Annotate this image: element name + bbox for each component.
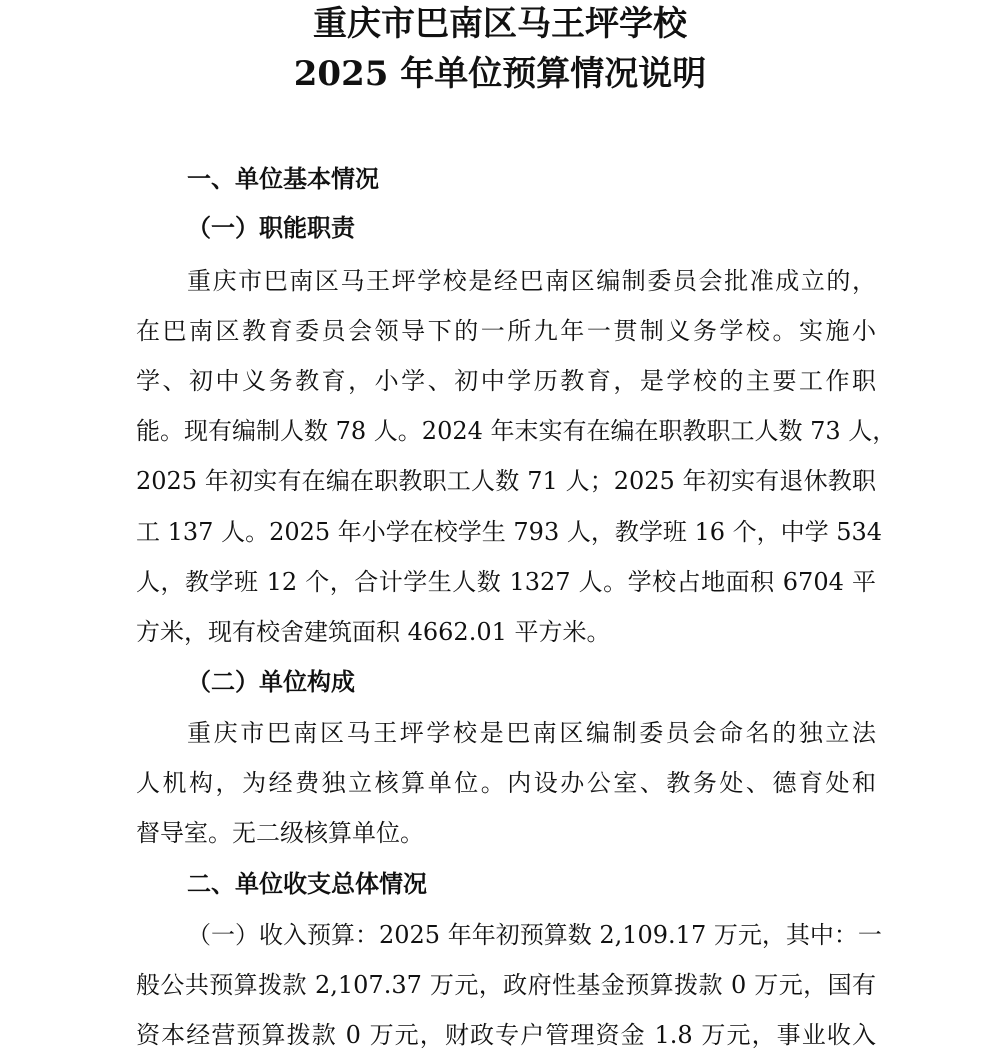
section-2-heading: 二、单位收支总体情况 bbox=[187, 869, 427, 898]
paragraph-line: 在巴南区教育委员会领导下的一所九年一贯制义务学校。实施小 bbox=[136, 317, 876, 345]
document-title-line-2: 2025 年单位预算情况说明 bbox=[293, 54, 707, 94]
paragraph-line: 学、初中义务教育，小学、初中学历教育，是学校的主要工作职 bbox=[136, 367, 876, 395]
paragraph-line: 方米，现有校舍建筑面积 4662.01 平方米。 bbox=[136, 618, 611, 646]
paragraph-line: 人机构，为经费独立核算单位。内设办公室、教务处、德育处和 bbox=[136, 769, 876, 797]
paragraph-line: 工 137 人。2025 年小学在校学生 793 人，教学班 16 个，中学 534 bbox=[136, 518, 883, 546]
paragraph-line: （一）收入预算：2025 年年初预算数 2,109.17 万元，其中：一 bbox=[187, 921, 882, 949]
paragraph-line: 重庆市巴南区马王坪学校是巴南区编制委员会命名的独立法 bbox=[187, 719, 876, 747]
paragraph-line: 能。现有编制人数 78 人。2024 年末实有在编在职教职工人数 73 人， bbox=[136, 417, 897, 445]
section-1-sub-2-heading: （二）单位构成 bbox=[187, 667, 355, 696]
paragraph-line: 般公共预算拨款 2,107.37 万元，政府性基金预算拨款 0 万元，国有 bbox=[136, 971, 876, 999]
paragraph-line: 人，教学班 12 个，合计学生人数 1327 人。学校占地面积 6704 平 bbox=[136, 568, 876, 596]
paragraph-line: 资本经营预算拨款 0 万元，财政专户管理资金 1.8 万元，事业收入 bbox=[136, 1021, 876, 1049]
document-title-line-1: 重庆市巴南区马王坪学校 bbox=[313, 4, 687, 44]
section-1-sub-1-heading: （一）职能职责 bbox=[187, 213, 355, 242]
section-1-heading: 一、单位基本情况 bbox=[187, 164, 379, 193]
paragraph-line: 重庆市巴南区马王坪学校是经巴南区编制委员会批准成立的， bbox=[187, 267, 876, 295]
paragraph-line: 2025 年初实有在编在职教职工人数 71 人；2025 年初实有退休教职 bbox=[136, 467, 876, 495]
paragraph-line: 督导室。无二级核算单位。 bbox=[136, 819, 424, 847]
